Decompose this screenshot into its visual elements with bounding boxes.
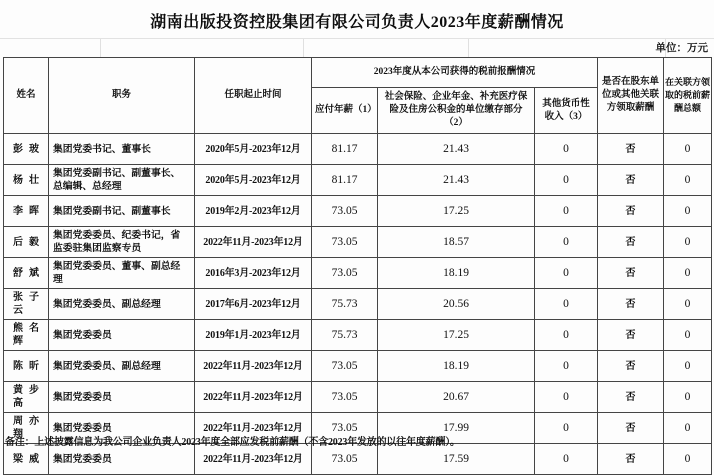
table-row	[4, 351, 712, 382]
cell-salary: 73.05	[312, 258, 378, 289]
cell-position: 集团党委委员、纪委书记，省监委驻集团监察专员	[49, 227, 195, 258]
cell-name: 熊名辉	[4, 320, 49, 351]
cell-related-total: 0	[664, 413, 712, 444]
header-row-group	[4, 58, 712, 88]
col-header-related-pay: 是否在股东单位或其他关联方领取薪酬	[598, 58, 664, 134]
col-header-position: 职务	[49, 58, 195, 134]
cell-related-total: 0	[664, 382, 712, 413]
cell-related-total: 0	[664, 258, 712, 289]
faint-gridlines	[0, 38, 714, 58]
cell-related-total: 0	[664, 289, 712, 320]
faint-gridline	[468, 39, 469, 58]
cell-position: 集团党委副书记、副董事长	[49, 196, 195, 227]
cell-related-total: 0	[664, 134, 712, 165]
cell-insurance: 20.67	[378, 382, 535, 413]
cell-insurance: 17.59	[378, 444, 535, 475]
cell-name: 陈昕	[4, 351, 49, 382]
cell-other-income: 0	[535, 165, 598, 196]
cell-related-pay: 否	[598, 320, 664, 351]
cell-other-income: 0	[535, 351, 598, 382]
cell-related-total: 0	[664, 227, 712, 258]
col-header-name: 姓名	[4, 58, 49, 134]
col-header-term: 任职起止时间	[195, 58, 312, 134]
cell-insurance: 21.43	[378, 134, 535, 165]
cell-position: 集团党委委员	[49, 444, 195, 475]
cell-related-total: 0	[664, 196, 712, 227]
cell-term: 2022年11月-2023年12月	[195, 444, 312, 475]
cell-other-income: 0	[535, 444, 598, 475]
cell-salary: 75.73	[312, 320, 378, 351]
cell-related-total: 0	[664, 165, 712, 196]
col-header-salary: 应付年薪（1）	[312, 88, 378, 134]
cell-term: 2016年3月-2023年12月	[195, 258, 312, 289]
cell-related-pay: 否	[598, 444, 664, 475]
cell-related-pay: 否	[598, 196, 664, 227]
cell-term: 2020年5月-2023年12月	[195, 134, 312, 165]
cell-name: 杨壮	[4, 165, 49, 196]
cell-insurance: 20.56	[378, 289, 535, 320]
cell-other-income: 0	[535, 382, 598, 413]
cell-name: 后毅	[4, 227, 49, 258]
cell-insurance: 17.25	[378, 320, 535, 351]
cell-other-income: 0	[535, 196, 598, 227]
cell-term: 2019年1月-2023年12月	[195, 320, 312, 351]
table-row	[4, 444, 712, 475]
page-title: 湖南出版投资控股集团有限公司负责人2023年度薪酬情况	[150, 14, 564, 31]
cell-related-pay: 否	[598, 258, 664, 289]
table-body	[4, 134, 712, 475]
cell-salary: 81.17	[312, 134, 378, 165]
cell-salary: 73.05	[312, 444, 378, 475]
cell-related-pay: 否	[598, 413, 664, 444]
col-header-other-income: 其他货币性收入（3）	[535, 88, 598, 134]
cell-name: 李晖	[4, 196, 49, 227]
cell-related-total: 0	[664, 320, 712, 351]
cell-related-total: 0	[664, 351, 712, 382]
cell-other-income: 0	[535, 258, 598, 289]
cell-insurance: 18.57	[378, 227, 535, 258]
footnote: 备注：上述披露信息为我公司企业负责人2023年度全部应发税前薪酬（不含2023年发放的以往年度薪酬）。	[5, 437, 460, 448]
cell-name: 彭玻	[4, 134, 49, 165]
unit-label: 单位：万元	[655, 43, 708, 54]
cell-position: 集团党委副书记、副董事长、总编辑、总经理	[49, 165, 195, 196]
cell-related-pay: 否	[598, 165, 664, 196]
cell-term: 2019年2月-2023年12月	[195, 196, 312, 227]
table-row	[4, 289, 712, 320]
salary-table	[3, 57, 712, 475]
cell-insurance: 17.99	[378, 413, 535, 444]
cell-term: 2022年11月-2023年12月	[195, 413, 312, 444]
cell-salary: 73.05	[312, 382, 378, 413]
cell-name: 张子云	[4, 289, 49, 320]
cell-salary: 73.05	[312, 351, 378, 382]
cell-insurance: 21.43	[378, 165, 535, 196]
cell-name: 周亦翔	[4, 413, 49, 444]
cell-related-pay: 否	[598, 289, 664, 320]
cell-term: 2022年11月-2023年12月	[195, 227, 312, 258]
cell-other-income: 0	[535, 134, 598, 165]
cell-related-total: 0	[664, 444, 712, 475]
cell-other-income: 0	[535, 320, 598, 351]
cell-salary: 81.17	[312, 165, 378, 196]
cell-position: 集团党委委员、副总经理	[49, 289, 195, 320]
cell-salary: 73.05	[312, 196, 378, 227]
cell-term: 2022年11月-2023年12月	[195, 351, 312, 382]
table-row	[4, 320, 712, 351]
cell-related-pay: 否	[598, 134, 664, 165]
cell-term: 2022年11月-2023年12月	[195, 382, 312, 413]
cell-other-income: 0	[535, 227, 598, 258]
cell-insurance: 17.25	[378, 196, 535, 227]
cell-other-income: 0	[535, 413, 598, 444]
cell-related-pay: 否	[598, 227, 664, 258]
cell-salary: 73.05	[312, 413, 378, 444]
table-row	[4, 165, 712, 196]
table-row	[4, 258, 712, 289]
cell-name: 黄步高	[4, 382, 49, 413]
table-row	[4, 196, 712, 227]
cell-term: 2020年5月-2023年12月	[195, 165, 312, 196]
cell-position: 集团党委委员、副总经理	[49, 351, 195, 382]
cell-other-income: 0	[535, 289, 598, 320]
cell-position: 集团党委委员、董事、副总经理	[49, 258, 195, 289]
cell-position: 集团党委委员	[49, 382, 195, 413]
col-header-related-total: 在关联方领取的税前薪酬总额	[664, 58, 712, 134]
cell-salary: 75.73	[312, 289, 378, 320]
cell-position: 集团党委委员	[49, 413, 195, 444]
cell-related-pay: 否	[598, 382, 664, 413]
cell-insurance: 18.19	[378, 258, 535, 289]
cell-position: 集团党委委员	[49, 320, 195, 351]
col-header-compensation-group: 2023年度从本公司获得的税前报酬情况	[312, 58, 598, 88]
faint-gridline	[100, 39, 101, 58]
cell-name: 舒斌	[4, 258, 49, 289]
cell-salary: 73.05	[312, 227, 378, 258]
table-row	[4, 227, 712, 258]
cell-term: 2017年6月-2023年12月	[195, 289, 312, 320]
col-header-insurance: 社会保险、企业年金、补充医疗保险及住房公积金的单位缴存部分（2）	[378, 88, 535, 134]
cell-insurance: 18.19	[378, 351, 535, 382]
table-row	[4, 382, 712, 413]
cell-name: 梁威	[4, 444, 49, 475]
cell-related-pay: 否	[598, 351, 664, 382]
table-row	[4, 134, 712, 165]
faint-gridline	[303, 39, 304, 58]
cell-position: 集团党委书记、董事长	[49, 134, 195, 165]
